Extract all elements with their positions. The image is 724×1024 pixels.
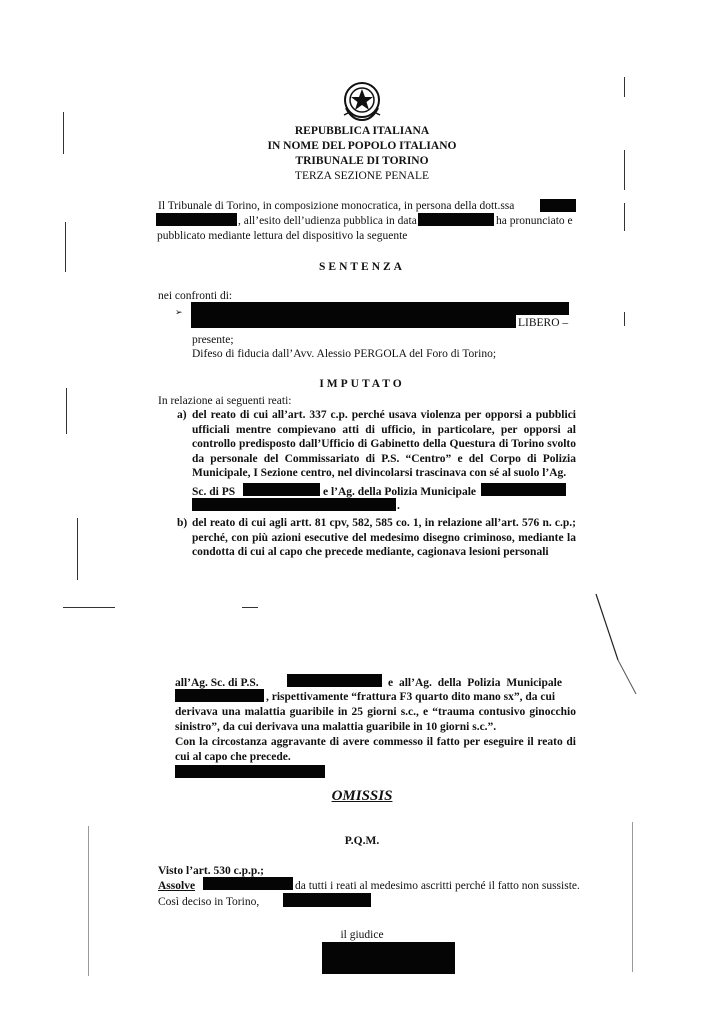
redacted-officer-ps [243,483,320,496]
bullet-arrow-icon: ➢ [175,307,183,317]
continuation-1a: all’Ag. Sc. di P.S. [175,677,259,689]
pqm-title: P.Q.M. [344,835,380,847]
intro-line-1: Il Tribunale di Torino, in composizione monocratica, in persona della dott.ssa [158,200,515,212]
scan-artifact-right-3 [624,203,625,231]
redacted-acquitted-name [203,877,293,890]
scan-artifact-left-5 [63,607,115,608]
omissis-text: OMISSIS [331,788,393,804]
header-line-1: REPUBBLICA ITALIANA [294,125,430,137]
italian-republic-emblem-icon [342,80,382,122]
charge-b-label: b) [177,517,188,529]
redacted-line-after-charges [175,765,325,778]
judge-label: il giudice [340,929,384,941]
redacted-officer-ps-b [287,674,382,687]
continuation-4: Con la circostanza aggravante di avere commesso il fatto per eseguire il reato di cui al capo che precede. [175,736,576,763]
sentenza-title: SENTENZA [319,261,405,273]
redacted-hearing-date [418,213,494,226]
redacted-judge-name [540,199,576,212]
scan-artifact-left-3 [66,388,67,434]
redacted-officer-pm-b [175,689,264,702]
defendant-presente: presente; [192,334,234,346]
header-line-3: TRIBUNALE DI TORINO [295,155,429,167]
charge-a-last-1: Sc. di PS [192,486,236,498]
redacted-decision-date [283,893,371,907]
header-line-2: IN NOME DEL POPOLO ITALIANO [267,140,457,152]
visto-line: Visto l’art. 530 c.p.p.; [158,865,264,877]
cosi-deciso: Così deciso in Torino, [158,896,260,908]
redacted-officer-pm [481,483,566,496]
intro-line-3: pubblicato mediante lettura del dispositivo la seguente [157,230,408,242]
redacted-officer-pm-2 [192,498,396,511]
charge-a-label: a) [177,409,187,421]
scan-artifact-right-4 [624,312,625,326]
defense-counsel: Difeso di fiducia dall’Avv. Alessio PERGOLA del Foro di Torino; [192,348,497,360]
defendant-status: LIBERO – [518,317,569,329]
continuation-3: derivava una malattia guaribile in 25 giorni s.c., e “trauma contusivo ginocchio sinistro”, da cui derivava una malattia guaribile in 10 giorni s.c.”. [175,706,576,733]
reati-intro: In relazione ai seguenti reati: [158,395,292,407]
scan-artifact-right-1 [624,77,625,97]
scan-artifact-diagonal [590,590,640,700]
imputato-title: IMPUTATO [319,378,405,390]
header-line-4: TERZA SEZIONE PENALE [294,170,430,182]
scan-artifact-left-6 [242,607,258,608]
scan-artifact-left-7 [88,826,89,976]
continuation-2: , rispettivamente “frattura F3 quarto dito mano sx”, da cui [266,691,556,703]
intro-line-2a: , all’esito dell’udienza pubblica in data [238,215,417,227]
redacted-defendant-line-1 [191,302,569,315]
redacted-judge-surname [156,213,237,226]
redacted-defendant-line-2 [191,315,516,328]
continuation-1b: e all’Ag. della Polizia Municipale [388,677,562,689]
assolve-rest: da tutti i reati al medesimo ascritti perché il fatto non sussiste. [295,880,580,892]
assolve-label: Assolve [158,880,196,892]
confronti-label: nei confronti di: [158,290,233,302]
scan-artifact-left-4 [77,518,78,580]
charge-b-text: del reato di cui agli artt. 81 cpv, 582, 585 co. 1, in relazione all’art. 576 n. c.p.; perché, con più azioni esecutive del medesimo disegno criminoso, mediante la condotta di cui al capo che precede mediante, cagionava lesioni personali [192,517,576,559]
redacted-judge-signature [322,942,455,974]
omissis-title [0,788,724,805]
intro-line-2b: ha pronunciato e [496,215,573,227]
charge-a-end: . [397,500,400,512]
charge-a-last-2: e l’Ag. della Polizia Municipale [323,486,476,498]
charge-a-text: del reato di cui all’art. 337 c.p. perché usava violenza per opporsi a pubblici ufficiali mentre compievano atti di ufficio, in particolare, per opporsi al controllo predisposto dall’Ufficio di Gabinetto della Questura di Torino svolto da personale del Commissariato di P.S. “Centro” e del Corpo di Polizia Municipale, I Sezione centro, nel divincolarsi trascinava con sé al suolo l’Ag. [192,409,576,480]
